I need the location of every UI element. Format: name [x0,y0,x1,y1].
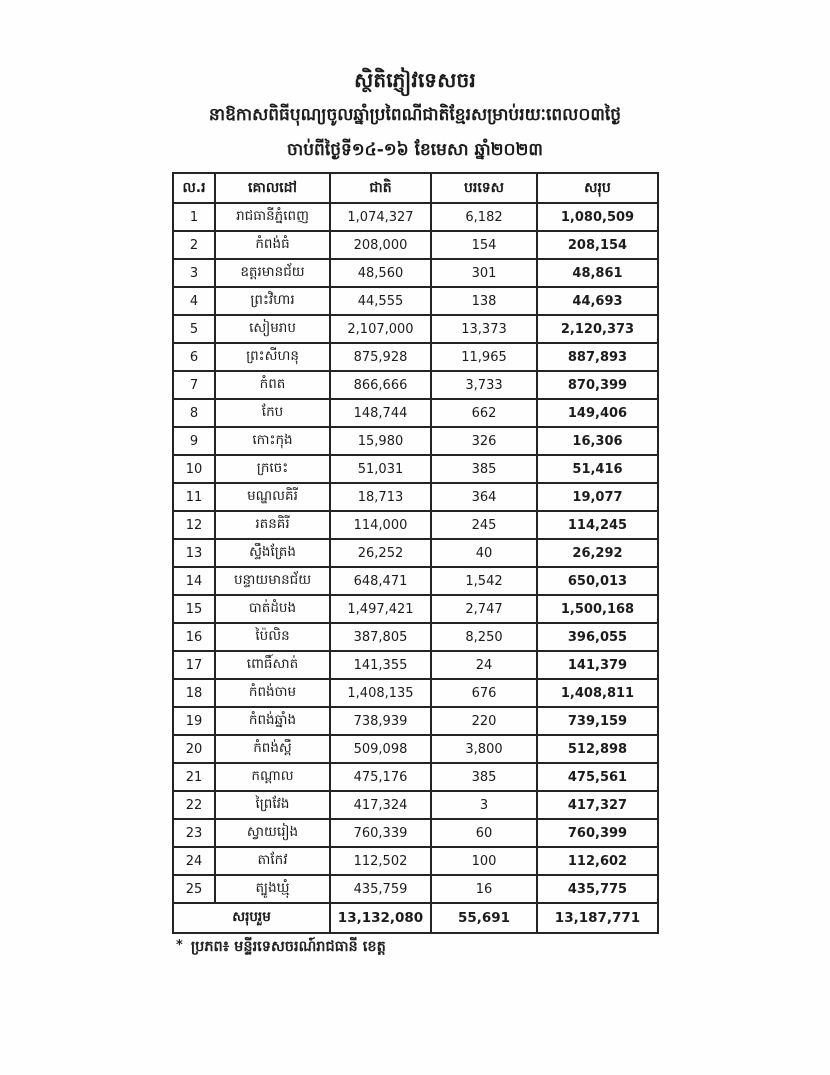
cell-national: 114,000 [330,511,431,539]
cell-destination: មណ្ឌលគិរី [215,483,330,511]
cell-no: 14 [173,567,215,595]
subtitle-date-range: ចាប់ពីថ្ងៃទី១៤-១៦ ខែមេសា ឆ្នាំ២០២៣ [287,140,543,160]
cell-no: 11 [173,483,215,511]
asterisk-mark: * [176,938,183,953]
cell-national: 648,471 [330,567,431,595]
table-body [173,203,658,903]
cell-foreign: 245 [431,511,537,539]
page-title: ស្ថិតិភ្ញៀវទេសចរ [354,68,476,92]
cell-destination: កំពង់ធំ [215,231,330,259]
cell-destination: តាកែវ [215,847,330,875]
table-row [173,455,658,483]
cell-foreign: 364 [431,483,537,511]
cell-destination: កណ្តាល [215,763,330,791]
cell-destination: កំពត [215,371,330,399]
table-row [173,483,658,511]
cell-foreign: 40 [431,539,537,567]
cell-foreign: 3,800 [431,735,537,763]
cell-national: 51,031 [330,455,431,483]
cell-total: 16,306 [537,427,658,455]
table-row [173,399,658,427]
cell-no: 15 [173,595,215,623]
cell-total: 26,292 [537,539,658,567]
cell-national: 387,805 [330,623,431,651]
cell-total: 149,406 [537,399,658,427]
cell-total: 1,408,811 [537,679,658,707]
cell-national: 208,000 [330,231,431,259]
table-row [173,707,658,735]
cell-destination: ស្ទឹងត្រែង [215,539,330,567]
subtitle-occasion: នាឱកាសពិធីបុណ្យចូលឆ្នាំប្រពៃណីជាតិខ្មែរសម្រាប់រយៈពេល០៣ថ្ងៃ [208,105,622,125]
cell-destination: ឧត្តរមានជ័យ [215,259,330,287]
cell-national: 866,666 [330,371,431,399]
header-no: ល.រ [173,173,215,203]
table-row [173,875,658,903]
cell-total: 650,013 [537,567,658,595]
cell-foreign: 13,373 [431,315,537,343]
cell-total: 2,120,373 [537,315,658,343]
cell-no: 6 [173,343,215,371]
cell-total: 44,693 [537,287,658,315]
cell-national: 148,744 [330,399,431,427]
header-destination: គោលដៅ [215,173,330,203]
cell-destination: កំពង់ចាម [215,679,330,707]
cell-no: 21 [173,763,215,791]
table-row [173,315,658,343]
table-row [173,763,658,791]
cell-destination: កែប [215,399,330,427]
table-row [173,511,658,539]
cell-destination: ព្រៃវែង [215,791,330,819]
cell-no: 5 [173,315,215,343]
cell-national: 18,713 [330,483,431,511]
cell-no: 7 [173,371,215,399]
cell-destination: ប៉ៃលិន [215,623,330,651]
grand-total-national: 13,132,080 [330,903,431,933]
cell-foreign: 60 [431,819,537,847]
cell-national: 875,928 [330,343,431,371]
cell-no: 8 [173,399,215,427]
grand-total-row [173,903,658,933]
cell-destination: បន្ទាយមានជ័យ [215,567,330,595]
cell-total: 51,416 [537,455,658,483]
table-row [173,595,658,623]
cell-destination: ត្បូងឃ្មុំ [215,875,330,903]
table-row [173,343,658,371]
table-row [173,735,658,763]
tourist-statistics-table [172,172,659,934]
table-row [173,819,658,847]
cell-foreign: 1,542 [431,567,537,595]
cell-no: 12 [173,511,215,539]
cell-no: 10 [173,455,215,483]
cell-destination: រាជធានីភ្នំពេញ [215,203,330,231]
cell-no: 25 [173,875,215,903]
table-row [173,623,658,651]
cell-foreign: 138 [431,287,537,315]
cell-total: 112,602 [537,847,658,875]
table-row [173,259,658,287]
cell-no: 16 [173,623,215,651]
cell-foreign: 100 [431,847,537,875]
cell-foreign: 3,733 [431,371,537,399]
cell-total: 512,898 [537,735,658,763]
cell-total: 870,399 [537,371,658,399]
cell-foreign: 6,182 [431,203,537,231]
table-row [173,679,658,707]
table-header-row [173,173,658,203]
cell-destination: បាត់ដំបង [215,595,330,623]
cell-destination: ក្រចេះ [215,455,330,483]
cell-foreign: 24 [431,651,537,679]
cell-foreign: 385 [431,763,537,791]
source-footnote-text: ប្រភព៖ មន្ទីរទេសចរណ៍រាជធានី ខេត្ត [190,939,386,955]
cell-total: 1,500,168 [537,595,658,623]
table-row [173,651,658,679]
header-national: ជាតិ [330,173,431,203]
cell-national: 760,339 [330,819,431,847]
cell-foreign: 385 [431,455,537,483]
cell-destination: ព្រះសីហនុ [215,343,330,371]
header-foreign: បរទេស [431,173,537,203]
cell-national: 417,324 [330,791,431,819]
document-heading [0,62,830,168]
table-row [173,427,658,455]
cell-foreign: 2,747 [431,595,537,623]
cell-no: 20 [173,735,215,763]
cell-destination: ពោធិ៍សាត់ [215,651,330,679]
cell-total: 739,159 [537,707,658,735]
cell-total: 760,399 [537,819,658,847]
cell-no: 18 [173,679,215,707]
table-row [173,847,658,875]
table-row [173,203,658,231]
cell-foreign: 662 [431,399,537,427]
cell-national: 2,107,000 [330,315,431,343]
cell-national: 48,560 [330,259,431,287]
cell-national: 141,355 [330,651,431,679]
table-row [173,371,658,399]
cell-no: 13 [173,539,215,567]
cell-national: 15,980 [330,427,431,455]
cell-national: 44,555 [330,287,431,315]
cell-no: 9 [173,427,215,455]
header-total: សរុប [537,173,658,203]
cell-national: 1,074,327 [330,203,431,231]
cell-destination: កោះកុង [215,427,330,455]
cell-no: 19 [173,707,215,735]
cell-no: 17 [173,651,215,679]
cell-no: 1 [173,203,215,231]
cell-no: 22 [173,791,215,819]
grand-total-sum: 13,187,771 [537,903,658,933]
cell-no: 2 [173,231,215,259]
cell-total: 887,893 [537,343,658,371]
cell-national: 26,252 [330,539,431,567]
cell-national: 112,502 [330,847,431,875]
cell-total: 141,379 [537,651,658,679]
cell-total: 48,861 [537,259,658,287]
cell-foreign: 326 [431,427,537,455]
table-row [173,791,658,819]
cell-destination: កំពង់ឆ្នាំង [215,707,330,735]
cell-total: 1,080,509 [537,203,658,231]
cell-foreign: 8,250 [431,623,537,651]
cell-total: 208,154 [537,231,658,259]
cell-national: 1,497,421 [330,595,431,623]
cell-national: 1,408,135 [330,679,431,707]
grand-total-foreign: 55,691 [431,903,537,933]
cell-foreign: 154 [431,231,537,259]
cell-total: 396,055 [537,623,658,651]
cell-no: 23 [173,819,215,847]
cell-total: 417,327 [537,791,658,819]
cell-no: 24 [173,847,215,875]
cell-destination: រតនគិរី [215,511,330,539]
source-footnote [176,938,386,959]
table-row [173,287,658,315]
cell-national: 475,176 [330,763,431,791]
grand-total-label: សរុបរួម [173,903,330,933]
cell-total: 435,775 [537,875,658,903]
cell-national: 738,939 [330,707,431,735]
cell-total: 114,245 [537,511,658,539]
table-row [173,567,658,595]
cell-total: 475,561 [537,763,658,791]
cell-foreign: 11,965 [431,343,537,371]
cell-national: 435,759 [330,875,431,903]
cell-foreign: 16 [431,875,537,903]
table-row [173,539,658,567]
cell-national: 509,098 [330,735,431,763]
cell-no: 3 [173,259,215,287]
cell-no: 4 [173,287,215,315]
table-row [173,231,658,259]
cell-foreign: 676 [431,679,537,707]
cell-destination: ព្រះវិហារ [215,287,330,315]
cell-destination: សៀមរាប [215,315,330,343]
cell-destination: កំពង់ស្ពឺ [215,735,330,763]
cell-foreign: 3 [431,791,537,819]
cell-destination: ស្វាយរៀង [215,819,330,847]
cell-foreign: 301 [431,259,537,287]
cell-total: 19,077 [537,483,658,511]
cell-foreign: 220 [431,707,537,735]
